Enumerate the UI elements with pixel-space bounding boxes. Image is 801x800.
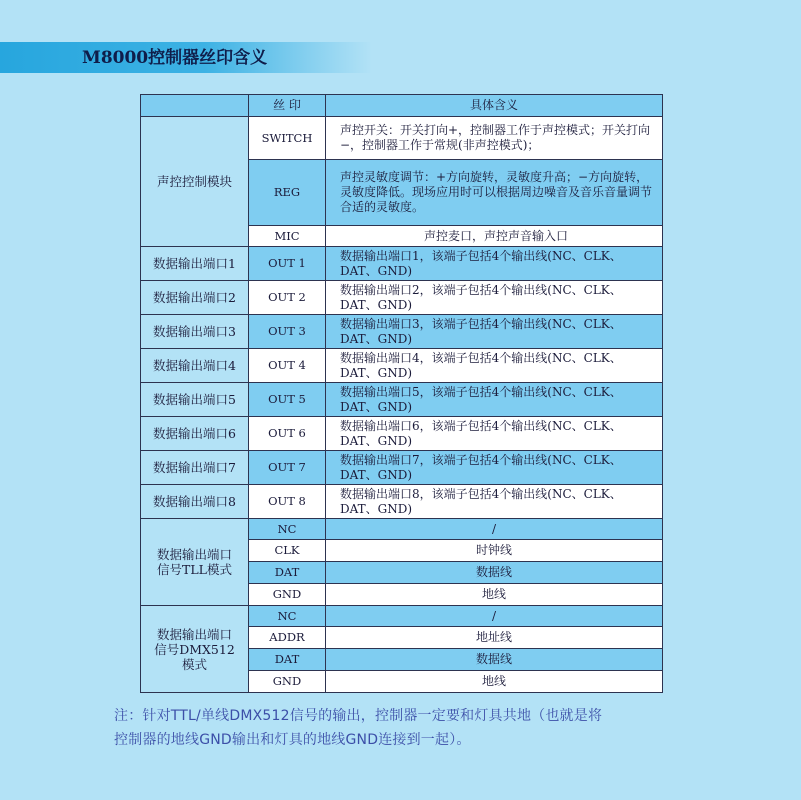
ttl-mode-label: [141, 519, 249, 606]
code-cell: GND: [249, 584, 326, 606]
code-cell: OUT 7: [249, 451, 326, 485]
table-row: [141, 349, 663, 383]
meaning-cell: 数据输出端口4，该端子包括4个输出线(NC、CLK、DAT、GND): [326, 349, 663, 383]
header-silkscreen: 丝 印: [249, 95, 326, 117]
meaning-cell: 数据输出端口2，该端子包括4个输出线(NC、CLK、DAT、GND): [326, 281, 663, 315]
port-label: 数据输出端口2: [141, 281, 249, 315]
port-label: 数据输出端口4: [141, 349, 249, 383]
footnote-line1: 注：针对TTL/单线DMX512信号的输出，控制器一定要和灯具共地（也就是将: [114, 708, 603, 724]
header-blank-cell: [141, 95, 249, 117]
meaning-cell: 声控灵敏度调节：+方向旋转，灵敏度升高；−方向旋转，灵敏度降低。现场应用时可以根据周边噪音及音乐音量调节合适的灵敏度。: [326, 160, 663, 226]
meaning-cell: 数据线: [326, 649, 663, 671]
table-row: [141, 451, 663, 485]
code-cell: OUT 5: [249, 383, 326, 417]
code-cell: REG: [249, 160, 326, 226]
dmx-mode-label: [141, 606, 249, 693]
code-cell: OUT 1: [249, 247, 326, 281]
ttl-label-line1: 数据输出端口: [156, 547, 232, 562]
meaning-cell: 声控麦口，声控声音输入口: [326, 226, 663, 247]
code-cell: DAT: [249, 649, 326, 671]
meaning-cell: 地线: [326, 584, 663, 606]
table-row: [141, 117, 663, 160]
dmx-label-line2: 信号DMX512: [154, 641, 235, 657]
code-cell: NC: [249, 606, 326, 627]
page-title: M8000控制器丝印含义: [82, 48, 268, 68]
sound-module-label: 声控控制模块: [141, 117, 249, 247]
table-header-row: [141, 95, 663, 117]
table-row: [141, 315, 663, 349]
meaning-cell: 数据输出端口1，该端子包括4个输出线(NC、CLK、DAT、GND): [326, 247, 663, 281]
table-row: [141, 383, 663, 417]
code-cell: GND: [249, 671, 326, 693]
meaning-cell: 数据输出端口5，该端子包括4个输出线(NC、CLK、DAT、GND): [326, 383, 663, 417]
port-label: 数据输出端口1: [141, 247, 249, 281]
ttl-label-line2: 信号TLL模式: [157, 562, 232, 577]
footnote: [114, 704, 724, 752]
port-label: 数据输出端口5: [141, 383, 249, 417]
code-cell: OUT 8: [249, 485, 326, 519]
dmx-label-line3: 模式: [181, 656, 207, 672]
code-cell: SWITCH: [249, 117, 326, 160]
meaning-cell: 数据线: [326, 562, 663, 584]
meaning-cell: /: [326, 519, 663, 540]
table-row: [141, 606, 663, 627]
meaning-cell: 地线: [326, 671, 663, 693]
dmx-label-line1: 数据输出端口: [156, 626, 232, 642]
meaning-cell: 数据输出端口3，该端子包括4个输出线(NC、CLK、DAT、GND): [326, 315, 663, 349]
silkscreen-table: [140, 94, 663, 693]
code-cell: ADDR: [249, 627, 326, 649]
port-label: 数据输出端口8: [141, 485, 249, 519]
meaning-cell: 数据输出端口6，该端子包括4个输出线(NC、CLK、DAT、GND): [326, 417, 663, 451]
port-label: 数据输出端口3: [141, 315, 249, 349]
code-cell: OUT 3: [249, 315, 326, 349]
meaning-cell: 时钟线: [326, 540, 663, 562]
meaning-cell: /: [326, 606, 663, 627]
table-row: [141, 247, 663, 281]
meaning-cell: 地址线: [326, 627, 663, 649]
header-meaning: 具体含义: [326, 95, 663, 117]
meaning-cell: 数据输出端口7，该端子包括4个输出线(NC、CLK、DAT、GND): [326, 451, 663, 485]
table-row: [141, 281, 663, 315]
table-row: [141, 485, 663, 519]
code-cell: CLK: [249, 540, 326, 562]
meaning-cell: 声控开关：开关打向+，控制器工作于声控模式；开关打向−，控制器工作于常规(非声控模式)；: [326, 117, 663, 160]
code-cell: MIC: [249, 226, 326, 247]
table-row: [141, 417, 663, 451]
footnote-line2: 控制器的地线GND输出和灯具的地线GND连接到一起）。: [114, 732, 471, 748]
code-cell: OUT 4: [249, 349, 326, 383]
port-label: 数据输出端口7: [141, 451, 249, 485]
code-cell: NC: [249, 519, 326, 540]
port-label: 数据输出端口6: [141, 417, 249, 451]
meaning-cell: 数据输出端口8，该端子包括4个输出线(NC、CLK、DAT、GND): [326, 485, 663, 519]
table-row: [141, 519, 663, 540]
code-cell: OUT 6: [249, 417, 326, 451]
code-cell: DAT: [249, 562, 326, 584]
code-cell: OUT 2: [249, 281, 326, 315]
